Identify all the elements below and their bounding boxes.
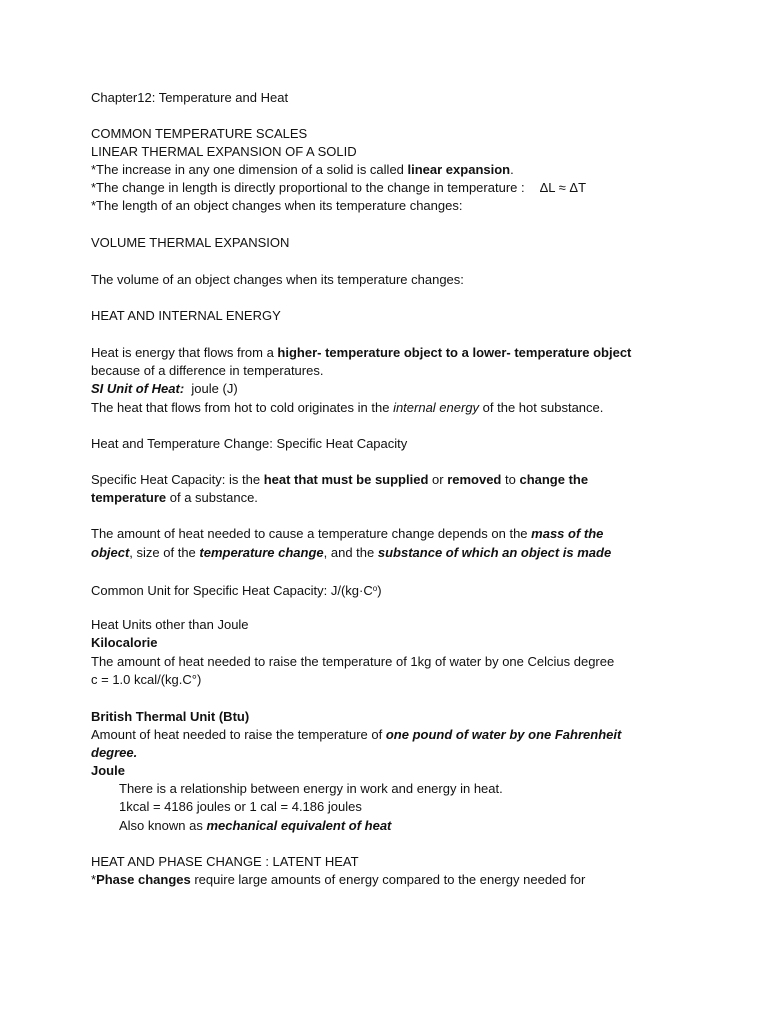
section-heading-specific: Heat and Temperature Change: Specific Heat Capacity <box>91 436 408 451</box>
joule-line-3: Also known as mechanical equivalent of heat <box>119 818 392 833</box>
section-heading-internal: HEAT AND INTERNAL ENERGY <box>91 308 281 323</box>
specific-def-line-2: temperature of a substance. <box>91 490 258 505</box>
section-heading-linear: LINEAR THERMAL EXPANSION OF A SOLID <box>91 144 357 159</box>
btu-title: British Thermal Unit (Btu) <box>91 709 250 724</box>
kilocalorie-title: Kilocalorie <box>91 635 158 650</box>
specific-unit-line: Common Unit for Specific Heat Capacity: $J/(kg\cdot C^o)$ <box>91 583 382 598</box>
amount-line-2: object, size of the temperature change, and the substance of which an object is made <box>91 545 612 560</box>
chapter-title: Chapter12: Temperature and Heat <box>91 90 289 105</box>
btu-definition-line-2: degree. <box>91 745 138 760</box>
kilocalorie-definition: The amount of heat needed to raise the temperature of 1kg of water by one Celcius degree <box>91 654 615 669</box>
latent-line-1: *Phase changes require large amounts of energy compared to the energy needed for <box>91 872 586 887</box>
linear-line-1: *The increase in any one dimension of a solid is called linear expansion. <box>91 162 514 177</box>
units-heading: Heat Units other than Joule <box>91 617 249 632</box>
specific-def-line-1: Specific Heat Capacity: is the heat that must be supplied or removed to change the <box>91 472 589 487</box>
kilocalorie-formula: c = 1.0 kcal/(kg.C°) <box>91 672 202 687</box>
joule-title: Joule <box>91 763 125 778</box>
linear-line-2: *The change in length is directly proportional to the change in temperature : ΔL ≈ ΔT <box>91 180 587 195</box>
linear-line-3: *The length of an object changes when its temperature changes: <box>91 198 463 213</box>
amount-line-1: The amount of heat needed to cause a temperature change depends on the mass of the <box>91 526 604 541</box>
btu-definition-line-1: Amount of heat needed to raise the temperature of one pound of water by one Fahrenheit <box>91 727 622 742</box>
si-unit-line: SI Unit of Heat: joule (J) <box>91 381 238 396</box>
volume-text: The volume of an object changes when its temperature changes: <box>91 272 464 287</box>
section-heading-latent: HEAT AND PHASE CHANGE : LATENT HEAT <box>91 854 359 869</box>
section-heading-scales: COMMON TEMPERATURE SCALES <box>91 126 308 141</box>
section-heading-volume: VOLUME THERMAL EXPANSION <box>91 235 290 250</box>
joule-line-2: 1kcal = 4186 joules or 1 cal = 4.186 joules <box>119 799 362 814</box>
internal-line-1: Heat is energy that flows from a higher- temperature object to a lower- temperature object <box>91 345 632 360</box>
linear-formula: ΔL ≈ ΔT <box>539 180 587 195</box>
internal-line-3: The heat that flows from hot to cold originates in the internal energy of the hot substance. <box>91 400 604 415</box>
joule-line-1: There is a relationship between energy in work and energy in heat. <box>119 781 503 796</box>
internal-line-2: because of a difference in temperatures. <box>91 363 324 378</box>
